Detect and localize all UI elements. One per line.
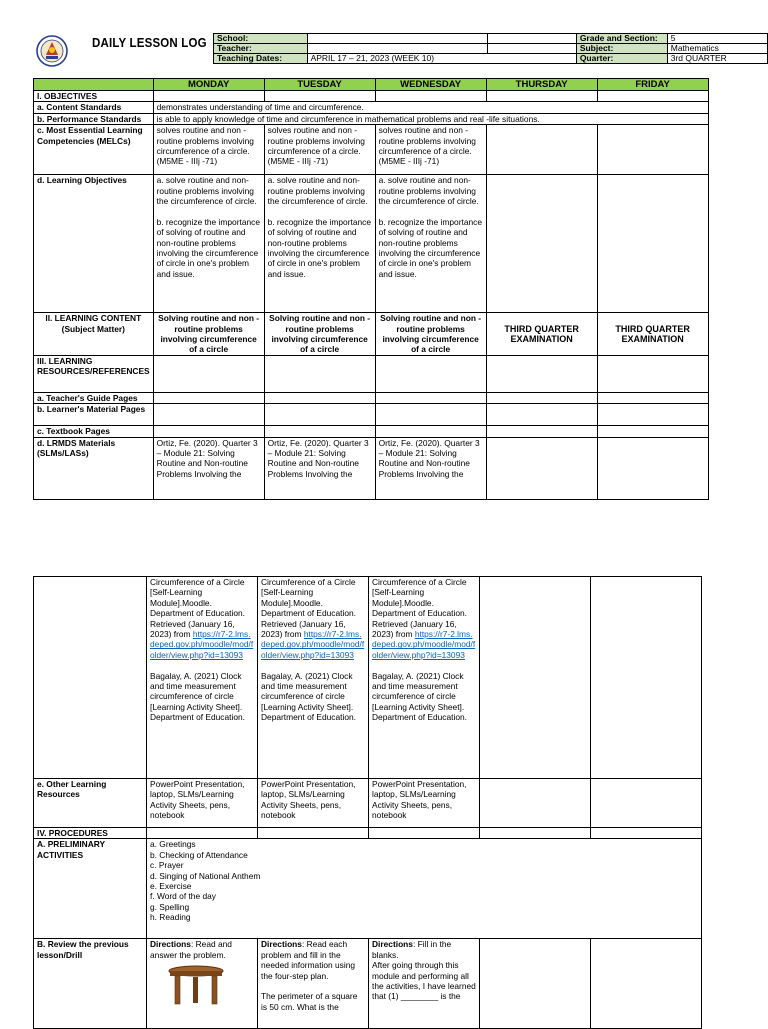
school-spacer	[488, 34, 577, 44]
procedures-heading: IV. PROCEDURES	[34, 828, 147, 839]
lrmds-wednesday-part1: Ortiz, Fe. (2020). Quarter 3 – Module 21: Solving Routine and Non-routine Problems Involving the	[375, 437, 486, 499]
school-label: School:	[214, 34, 308, 44]
day-monday: MONDAY	[153, 79, 264, 91]
school-value	[307, 34, 488, 44]
page-title: DAILY LESSON LOG	[92, 36, 207, 50]
melc-monday: solves routine and non - routine problems involving circumference of a circle. (M5ME - IIIj -71)	[153, 125, 264, 175]
learning-content-label: II. LEARNING CONTENT (Subject Matter)	[34, 313, 154, 356]
other-resources-wednesday: PowerPoint Presentation, laptop, SLMs/Learning Activity Sheets, pens, notebook	[369, 779, 480, 828]
grade-value: 5	[667, 34, 767, 44]
dates-label: Teaching Dates:	[214, 54, 308, 64]
dates-value: APRIL 17 – 21, 2023 (WEEK 10)	[307, 54, 576, 64]
list-item: f. Word of the day	[150, 891, 216, 902]
content-wednesday: Solving routine and non - routine problems involving circumference of a circle	[375, 313, 486, 356]
teacher-value	[307, 44, 488, 54]
review-tuesday: Directions: Read each problem and fill in the needed information using the four-step plan. The perimeter of a square is 50 cm. What is the	[258, 939, 369, 1029]
deped-seal-icon	[36, 35, 68, 67]
content-friday: THIRD QUARTER EXAMINATION	[597, 313, 708, 356]
list-item: d. Singing of National Anthem	[150, 870, 261, 881]
list-item: e. Exercise	[150, 881, 192, 892]
list-item: g. Spelling	[150, 901, 190, 912]
melc-wednesday: solves routine and non - routine problems involving circumference of a circle. (M5ME - IIIj -71)	[375, 125, 486, 175]
other-resources-label: e. Other Learning Resources	[34, 779, 147, 828]
learning-resources-label: III. LEARNING RESOURCES/REFERENCES	[34, 355, 154, 392]
lrmds-link[interactable]: https://r7-2.lms.deped.gov.ph/moodle/mod/folder/view.php?id=13093	[372, 629, 476, 660]
subject-label: Subject:	[576, 44, 667, 54]
textbook-label: c. Textbook Pages	[34, 426, 154, 437]
lrmds-tuesday-part1: Ortiz, Fe. (2020). Quarter 3 – Module 21: Solving Routine and Non-routine Problems Involving the	[264, 437, 375, 499]
performance-standards-text: is able to apply knowledge of time and circumference in mathematical problems and real -life situations.	[153, 113, 708, 124]
content-monday: Solving routine and non - routine problems involving circumference of a circle	[153, 313, 264, 356]
list-item: b. Checking of Attendance	[150, 849, 248, 860]
other-resources-tuesday: PowerPoint Presentation, laptop, SLMs/Learning Activity Sheets, pens, notebook	[258, 779, 369, 828]
lrmds-monday-part1: Ortiz, Fe. (2020). Quarter 3 – Module 21: Solving Routine and Non-routine Problems Involving the	[153, 437, 264, 499]
melcs-label: c. Most Essential Learning Competencies (MELCs)	[34, 125, 154, 175]
day-friday: FRIDAY	[597, 79, 708, 91]
objective-monday: a. solve routine and non-routine problems involving the circumference of circle. b. recognize the importance of solving of routine and non-routine problems involving the circumference of circle in one's problem and issue.	[153, 175, 264, 313]
lrmds-label: d. LRMDS Materials (SLMs/LASs)	[34, 437, 154, 499]
objective-tuesday: a. solve routine and non-routine problems involving the circumference of circle. b. recognize the importance of solving of routine and non-routine problems involving the circumference of circle in one's problem and issue.	[264, 175, 375, 313]
lrmds-tuesday-cont: Circumference of a Circle [Self-Learning Module].Moodle. Department of Education. Retrieved (January 16, 2023) from https://r7-2.lms.deped.gov.ph/moodle/mod/folder/view.php?id=13093 Bagalay, A. (2021) Clock and time measurement circumference of circle [Learning Activity Sheet]. Department of Education.	[258, 577, 369, 779]
day-header-row	[34, 79, 709, 91]
learners-material-label: b. Learner's Material Pages	[34, 404, 154, 426]
objectives-heading: I. OBJECTIVES	[34, 91, 154, 102]
review-label: B. Review the previous lesson/Drill	[34, 939, 147, 1029]
quarter-label: Quarter:	[576, 54, 667, 64]
teacher-spacer	[488, 44, 577, 54]
day-thursday: THURSDAY	[486, 79, 597, 91]
grade-label: Grade and Section:	[576, 34, 667, 44]
teacher-label: Teacher:	[214, 44, 308, 54]
performance-standards-label: b. Performance Standards	[34, 113, 154, 124]
list-item: c. Prayer	[150, 860, 184, 871]
melc-tuesday: solves routine and non - routine problems involving circumference of a circle. (M5ME - IIIj -71)	[264, 125, 375, 175]
teachers-guide-label: a. Teacher's Guide Pages	[34, 392, 154, 403]
content-thursday: THIRD QUARTER EXAMINATION	[486, 313, 597, 356]
wooden-table-icon	[166, 964, 226, 1006]
list-item: a. Greetings	[150, 839, 196, 850]
day-tuesday: TUESDAY	[264, 79, 375, 91]
list-item: h. Reading	[150, 912, 191, 923]
day-wednesday: WEDNESDAY	[375, 79, 486, 91]
content-standards-text: demonstrates understanding of time and circumference.	[153, 102, 708, 113]
subject-value: Mathematics	[667, 44, 767, 54]
preliminary-list	[147, 839, 702, 939]
quarter-value: 3rd QUARTER	[667, 54, 767, 64]
learning-objectives-label: d. Learning Objectives	[34, 175, 154, 313]
review-monday: Directions: Read and answer the problem.	[147, 939, 258, 1029]
lrmds-monday-cont: Circumference of a Circle [Self-Learning Module].Moodle. Department of Education. Retrieved (January 16, 2023) from https://r7-2.lms.deped.gov.ph/moodle/mod/folder/view.php?id=13093 Bagalay, A. (2021) Clock and time measurement circumference of circle [Learning Activity Sheet]. Department of Education.	[147, 577, 258, 779]
lesson-log-table-page-1	[33, 78, 709, 500]
objective-wednesday: a. solve routine and non-routine problems involving the circumference of circle. b. recognize the importance of solving of routine and non-routine problems involving the circumference of circle in one's problem and issue.	[375, 175, 486, 313]
content-standards-label: a. Content Standards	[34, 102, 154, 113]
lrmds-wednesday-cont: Circumference of a Circle [Self-Learning Module].Moodle. Department of Education. Retrieved (January 16, 2023) from https://r7-2.lms.deped.gov.ph/moodle/mod/folder/view.php?id=13093 Bagalay, A. (2021) Clock and time measurement circumference of circle [Learning Activity Sheet]. Department of Education.	[369, 577, 480, 779]
lesson-log-table-page-2	[33, 576, 702, 1029]
preliminary-label: A. PRELIMINARY ACTIVITIES	[34, 839, 147, 939]
other-resources-monday: PowerPoint Presentation, laptop, SLMs/Learning Activity Sheets, pens, notebook	[147, 779, 258, 828]
day-header-blank	[34, 79, 154, 91]
header-info-table	[213, 33, 768, 64]
review-wednesday: Directions: Fill in the blanks. After going through this module and performing all the activities, I have learned that (1) ________ is the	[369, 939, 480, 1029]
lrmds-link[interactable]: https://r7-2.lms.deped.gov.ph/moodle/mod/folder/view.php?id=13093	[261, 629, 365, 660]
content-tuesday: Solving routine and non - routine problems involving circumference of a circle	[264, 313, 375, 356]
lrmds-link[interactable]: https://r7-2.lms.deped.gov.ph/moodle/mod/folder/view.php?id=13093	[150, 629, 254, 660]
